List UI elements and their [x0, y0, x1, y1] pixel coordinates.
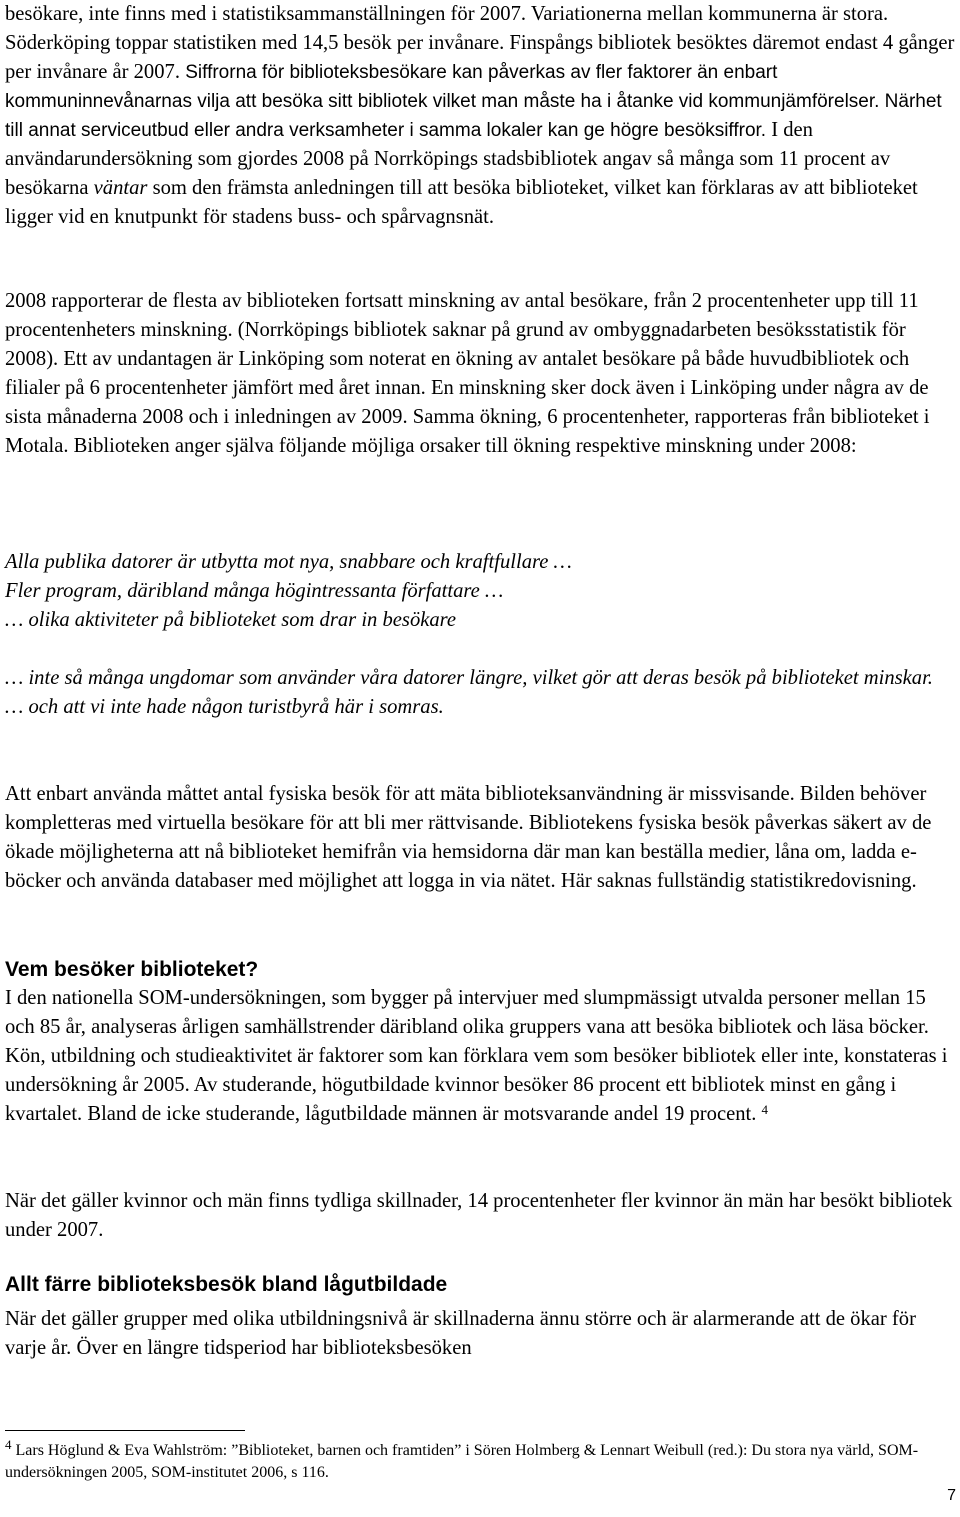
quote-line: … olika aktiviteter på biblioteket som drar in besökare: [5, 609, 457, 631]
paragraph-gender: När det gäller kvinnor och män finns tydliga skillnader, 14 procentenheter fler kvinnor än män har besökt bibliotek under 2007.: [5, 1190, 953, 1241]
section-heading: Allt färre biblioteksbesök bland lågutbildade: [5, 1273, 448, 1296]
quote-line: Fler program, däribland många högintressanta författare …: [5, 580, 504, 602]
text-span: Siffrorna för biblioteksbesökare kan påverkas av fler faktorer än enbart kommuninnevånarnas vilja att besöka sitt bibliotek vilket man måste ha i åtanke vid kommunjämförelser. Närhet till annat serviceutbud eller andra verksamheter i samma lokaler kan ge högre besöksiffror.: [5, 62, 942, 141]
paragraph-physical-visits: Att enbart använda måttet antal fysiska besök för att mäta biblioteksanvändning är missvisande. Bilden behöver kompletteras med virtuella besökare för att bli mer rättvisande. Bibliotekens fysiska besök påverkas säkert av de ökade möjligheterna att nå biblioteket hemifrån via hemsidorna där man kan beställa medier, låna om, ladda e-böcker och använda databaser med möjlighet att logga in via nätet. Här saknas fullständig statistikredovisning.: [5, 783, 932, 892]
emphasis-text: väntar: [93, 177, 148, 199]
paragraph-education: När det gäller grupper med olika utbildningsnivå är skillnaderna ännu större och är alarmerande att de ökar för varje år. Över en längre tidsperiod har biblioteksbesöken: [5, 1308, 916, 1359]
text-span: I den användarundersökning som gjordes 2008 på Norrköpings stadsbibliotek angav så många som 11 procent av besökarna: [5, 119, 891, 199]
quote-block-decrease: [5, 664, 955, 722]
quote-block-increase: [5, 548, 955, 635]
text-span: I den nationella SOM-undersökningen, som bygger på intervjuer med slumpmässigt utvalda personer mellan 15 och 85 år, analyseras årligen samhällstrender däribland olika gruppers vana att besöka bibliotek och läsa böcker. Kön, utbildning och studieaktivitet är faktorer som kan förklara vem som besöker bibliotek eller inte, konstateras i undersökning år 2005. Av studerande, högutbildade kvinnor besöker 86 procent ett bibliotek minst en gång i kvartalet. Bland de icke studerande, lågutbildade männen är motsvarande andel 19 procent.: [5, 987, 948, 1125]
quote-line: Alla publika datorer är utbytta mot nya, snabbare och kraftfullare …: [5, 551, 572, 573]
footnote-number: 4: [5, 1437, 12, 1452]
footnote-divider: [5, 1430, 245, 1431]
text-span: som den främsta anledningen till att besöka biblioteket, vilket kan förklaras av att biblioteket ligger vid en knutpunkt för stadens buss- och spårvagnsnät.: [5, 177, 918, 228]
section-heading: Vem besöker biblioteket?: [5, 958, 259, 981]
quote-line: … och att vi inte hade någon turistbyrå här i somras.: [5, 696, 444, 718]
footnote-text: Lars Höglund & Eva Wahlström: ”Biblioteket, barnen och framtiden” i Sören Holmberg & Lennart Weibull (red.): Du stora nya värld, SOM-undersökningen 2005, SOM-institutet 2006, s 116.: [5, 1442, 919, 1481]
page-number: 7: [947, 1487, 956, 1504]
text-span: besökare, inte finns med i statistiksammanställningen för 2007. Variationerna mellan kommunerna är stora. Söderköping toppar statistiken med 14,5 besök per invånare. Finspångs bibliotek besöktes däremot endast 4 gånger per invånare år 2007.: [5, 3, 955, 83]
footnote-reference: 4: [761, 1102, 769, 1117]
paragraph-2008-report: 2008 rapporterar de flesta av biblioteken fortsatt minskning av antal besökare, från 2 procentenheter upp till 11 procentenheters minskning. (Norrköpings bibliotek saknar på grund av ombyggnadarbeten besöksstatistik för 2008). Ett av undantagen är Linköping som noterat en ökning av antalet besökare på både huvudbibliotek och filialer på 6 procentenheter jämfört med året innan. En minskning sker dock även i Linköping under några av de sista månaderna 2008 och i inledningen av 2009. Samma ökning, 6 procentenheter, rapporteras från biblioteket i Motala. Biblioteken anger själva följande möjliga orsaker till ökning respektive minskning under 2008:: [5, 290, 930, 457]
footnote: [5, 1437, 955, 1484]
paragraph-som-survey: [5, 984, 955, 1129]
paragraph-visitor-statistics: [5, 0, 955, 232]
quote-line: … inte så många ungdomar som använder våra datorer längre, vilket gör att deras besök på biblioteket minskar.: [5, 667, 933, 689]
